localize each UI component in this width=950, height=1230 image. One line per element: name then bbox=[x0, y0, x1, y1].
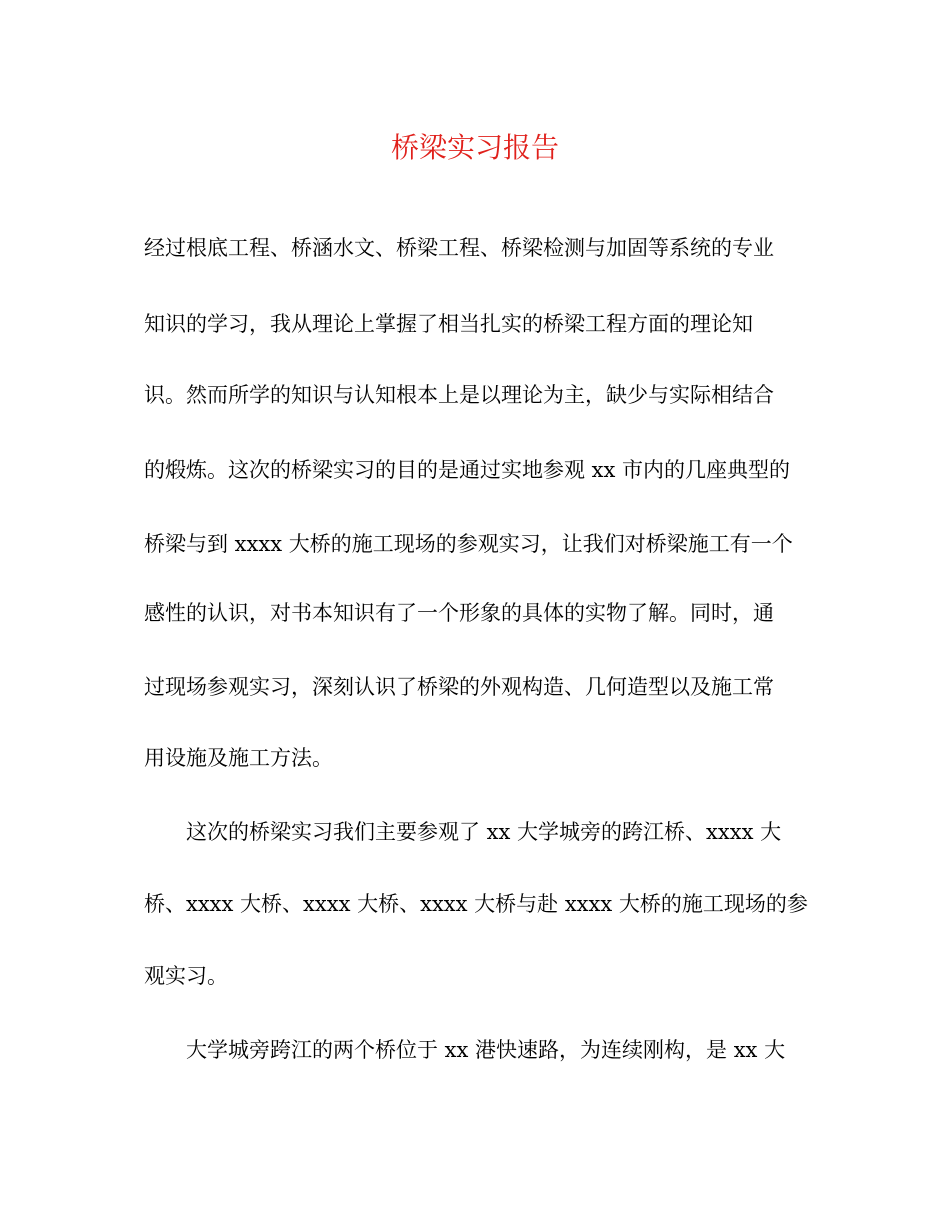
paragraph-line: 经过根底工程、桥涵水文、桥梁工程、桥梁检测与加固等系统的专业 bbox=[144, 236, 774, 260]
paragraph-line: 知识的学习，我从理论上掌握了相当扎实的桥梁工程方面的理论知 bbox=[144, 312, 753, 336]
paragraph-line: 桥梁与到 xxxx 大桥的施工现场的参观实习，让我们对桥梁施工有一个 bbox=[144, 532, 793, 556]
document-title: 桥梁实习报告 bbox=[390, 131, 559, 164]
paragraph-line: 这次的桥梁实习我们主要参观了 xx 大学城旁的跨江桥、xxxx 大 bbox=[186, 820, 782, 844]
paragraph-line: 过现场参观实习，深刻认识了桥梁的外观构造、几何造型以及施工常 bbox=[144, 675, 774, 699]
paragraph-line: 观实习。 bbox=[144, 964, 228, 988]
paragraph-line: 大学城旁跨江的两个桥位于 xx 港快速路，为连续刚构，是 xx 大 bbox=[186, 1038, 786, 1062]
paragraph-line: 感性的认识，对书本知识有了一个形象的具体的实物了解。同时，通 bbox=[144, 601, 774, 625]
paragraph-line: 识。然而所学的知识与认知根本上是以理论为主，缺少与实际相结合 bbox=[144, 383, 774, 407]
paragraph-line: 的煅炼。这次的桥梁实习的目的是通过实地参观 xx 市内的几座典型的 bbox=[144, 458, 791, 482]
paragraph-line: 桥、xxxx 大桥、xxxx 大桥、xxxx 大桥与赴 xxxx 大桥的施工现场的参 bbox=[144, 892, 808, 916]
paragraph-line: 用设施及施工方法。 bbox=[144, 746, 333, 770]
